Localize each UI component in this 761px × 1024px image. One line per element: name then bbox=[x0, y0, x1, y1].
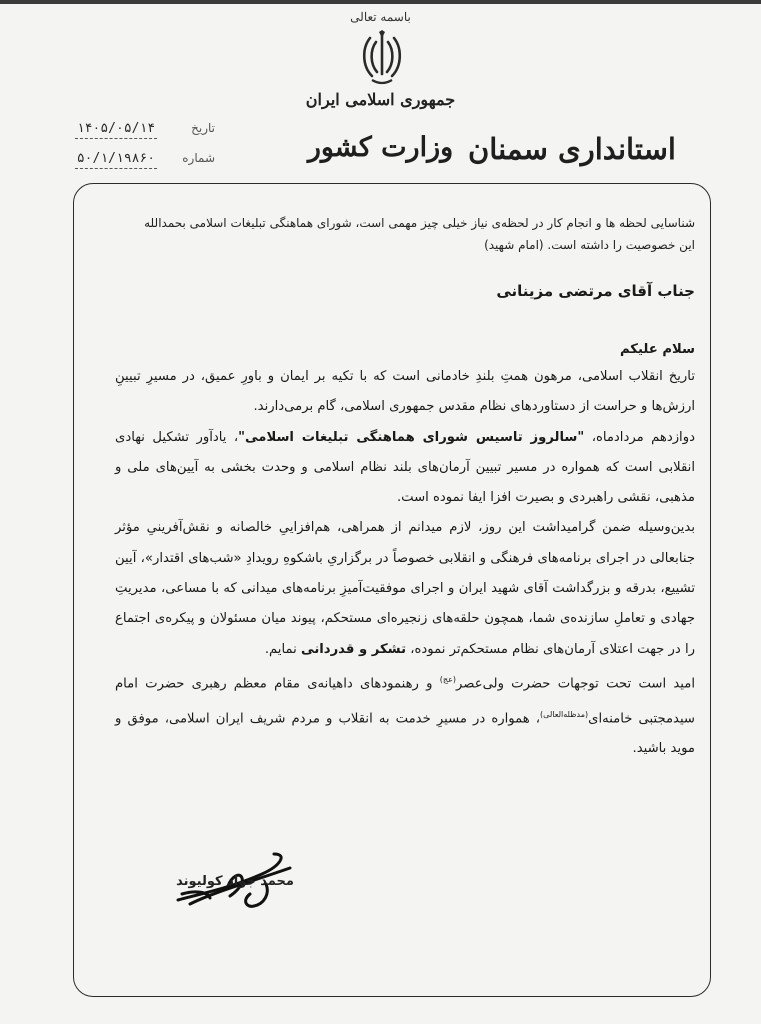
letterhead-republic: جمهوری اسلامی ایران bbox=[305, 90, 456, 109]
paragraph-4-sup-1: (عج) bbox=[439, 674, 456, 684]
date-value: ۱۴۰۵/۰۵/۱۴ bbox=[75, 120, 157, 139]
letterhead-ministry: وزارت کشور bbox=[307, 132, 454, 163]
notice-line-2: این خصوصیت را داشته است. (امام شهید) bbox=[484, 238, 695, 252]
number-label: شماره bbox=[182, 151, 215, 165]
paragraph-3 bbox=[115, 513, 695, 664]
date-label: تاریخ bbox=[191, 121, 215, 135]
addressee: جناب آقای مرتضی مزینانی bbox=[496, 282, 695, 300]
paragraph-3-end: نمایم. bbox=[264, 641, 297, 657]
paragraph-2-end: ، یادآور تشکیل نهادی انقلابی است که همواره در مسیر تبیین آرمان‌های بلند نظام اسلامی و وحدت بخشی به آیین‌های ملی و مذهبی، نقشی راهبردی و بصیرت افزا ایفا نموده است. bbox=[115, 429, 695, 506]
notice-line-1: شناسایی لحظه ها و انجام کار در لحظه‌ی نیاز خیلی چیز مهمی است، شورای هماهنگی تبلیغات اسلامی بحمدالله bbox=[144, 216, 695, 230]
letter-body bbox=[115, 212, 695, 765]
paragraph-4-sup-2: (مدظله‌العالی) bbox=[540, 709, 589, 719]
signatory-name: محمد جواد کولیوند bbox=[176, 874, 294, 889]
paragraph-4 bbox=[115, 665, 695, 765]
paragraph-2-title: "سالروز تاسیس شورای هماهنگی تبلیغات اسلامی" bbox=[238, 429, 585, 445]
number-field bbox=[75, 150, 215, 172]
paragraph-4-a: امید است تحت توجهات حضرت ولی‌عصر bbox=[455, 676, 695, 692]
letterhead-governorate: استانداری سمنان bbox=[467, 132, 676, 166]
salutation: سلام علیکم bbox=[619, 342, 695, 357]
paragraph-2-start: دوازدهم مردادماه، bbox=[591, 429, 695, 445]
paragraph-2 bbox=[115, 423, 695, 514]
paragraph-1: تاریخ انقلاب اسلامی، مرهون همتِ بلندِ خادمانی است که با تکیه بر ایمان و باورِ عمیق، در مسیرِ تبیینِ ارزش‌ها و حراست از دستاوردهای نظام مقدس جمهوری اسلامی، گام برمی‌دارند. bbox=[115, 369, 695, 415]
page-top-edge bbox=[0, 0, 761, 4]
number-value: ۵۰/۱/۱۹۸۶۰ bbox=[75, 150, 157, 169]
letterhead-motto: باسمه تعالی bbox=[350, 10, 411, 24]
iran-emblem-icon bbox=[360, 30, 404, 86]
date-field bbox=[75, 120, 215, 142]
paragraph-4-c: ، همواره در مسیرِ خدمت به انقلاب و مردم شریف ایران اسلامی، موفق و موید باشید. bbox=[115, 711, 695, 757]
paragraph-3-thanks: تشکر و قدردانی bbox=[300, 641, 407, 657]
paragraph-4-b: و رهنمودهای داهیانه‌ی مقام معظم رهبری حضرت امام سیدمجتبی خامنه‌ای bbox=[115, 676, 695, 727]
paragraph-3-start: بدین‌وسیله ضمن گرامیداشت این روز، لازم میدانم از همراهی، هم‌افزاییِ خالصانه و نقش‌آفرینیِ مؤثر جنابعالی در اجرای برنامه‌های فرهنگی و انقلابی خصوصاً در برگزاریِ باشکوهِ رویدادِ «شب‌های اقتدار»، آیین تشییع، بدرقه و بزرگداشت آقای شهید ایران و اجرای موفقیت‌آمیزِ برنامه‌های میدانی که با مساعی، مدیریتِ جهادی و تعاملِ سازنده‌ی شما، همچون حلقه‌های زنجیره‌ای مستحکم، پیوند میان مسئولان و پیکره‌ی اجتماع را در جهت اعتلای آرمان‌های نظام مستحکم‌تر نموده، bbox=[115, 520, 695, 657]
